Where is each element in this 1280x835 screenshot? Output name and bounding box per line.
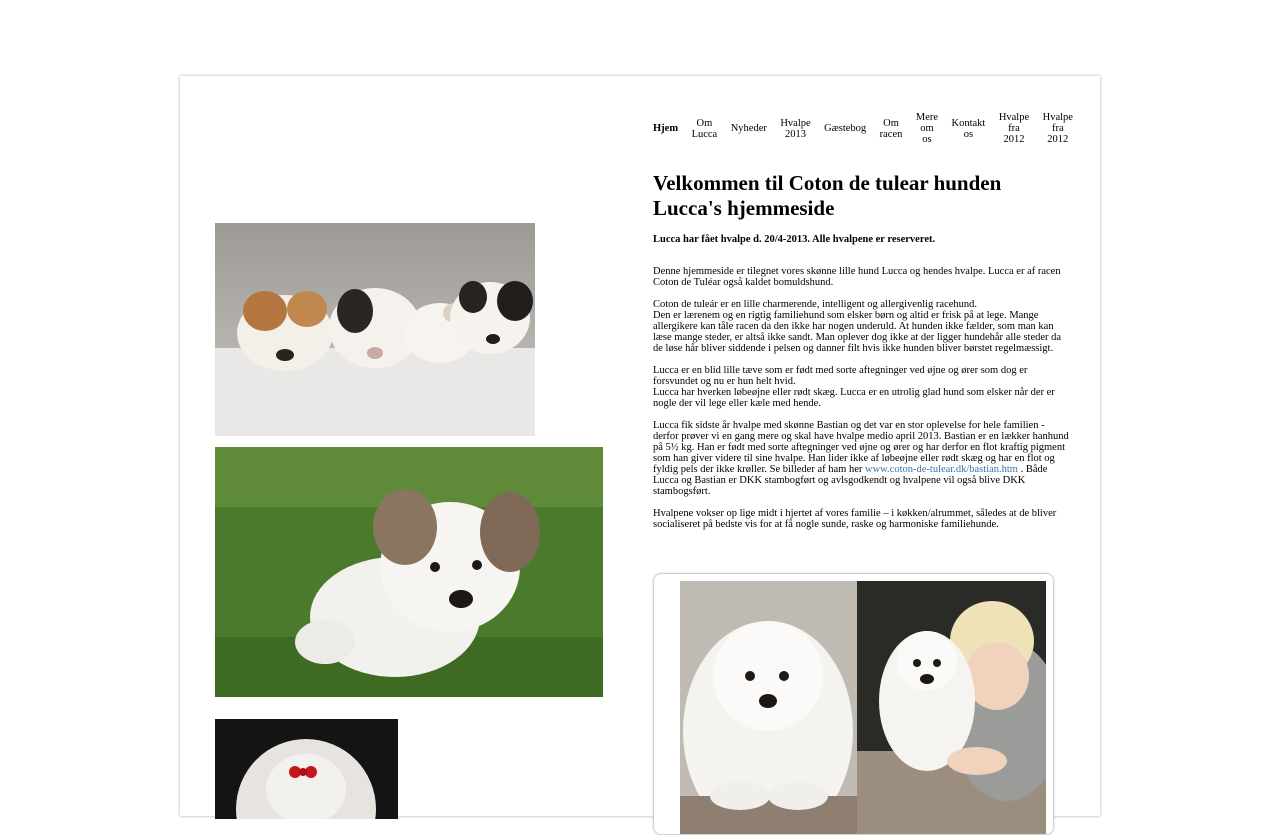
nav-label: os	[963, 128, 974, 140]
lucca-detail-text: Lucca har hverken løbeøjne eller rødt skæg. Lucca er en utrolig glad hund som elsker når der er nogle der vil lege eller kæle med hende.	[653, 387, 1055, 409]
page-container	[180, 76, 1100, 816]
family-paragraph: Hvalpene vokser op lige midt i hjertet af vores familie – i køkken/alrummet, således at de bliver socialiseret på bedste vis for at få nogle sunde, raske og harmoniske familiehunde.	[653, 508, 1057, 530]
lucca-red-bow-photo	[215, 719, 398, 819]
nav-label: Gæstebog	[824, 123, 867, 134]
lead-announcement: Lucca har fået hvalpe d. 20/4-2013. Alle hvalpene er reserveret.	[653, 234, 936, 245]
bastian-text: Lucca fik sidste år hvalpe med skønne Bastian og det var en stor oplevelse for hele familien - derfor prøver vi en gang mere og skal have hvalpe medio april 2013. Bastian er en lækker hanhund på 5½ kg. Han er født med sorte aftegninger ved øjne og ører og har derfor en flot kraftig pigment som han giver videre til sine hvalpe. Han lider ikke af løbeøjne eller rødt skæg og har en flot og fyldig pels der ikke krøller. Se billeder af ham her	[653, 420, 1069, 475]
nav-label: Om	[883, 117, 899, 129]
puppies-litter-photo	[215, 223, 535, 436]
nav-item-hvalpe-fra-2012[interactable]	[999, 112, 1029, 145]
bastian-text-after: . Både Lucca og Bastian er DKK stambogført og avlsgodkendt og hvalpene vil også blive DKK stambogsført.	[653, 464, 1048, 497]
nav-item-om-racen[interactable]	[880, 118, 903, 140]
nav-item-nyheder[interactable]	[731, 123, 767, 134]
breed-paragraph	[653, 299, 1069, 354]
nav-item-kontakt-os[interactable]	[952, 118, 986, 140]
nav-label: racen	[879, 128, 903, 140]
nav-item-mere-om-os[interactable]	[916, 112, 938, 145]
intro-paragraph: Denne hjemmeside er tilegnet vores skønne lille hund Lucca og hendes hvalpe. Lucca er af racen Coton de Tuléar også kaldet bomuldshund.	[653, 266, 1061, 288]
bastian-paragraph	[653, 420, 1069, 497]
white-dog-photo	[680, 581, 857, 835]
nav-label: om	[920, 123, 934, 134]
nav-label: Hvalpe	[998, 112, 1030, 123]
breed-intro-text: Coton de tuleár er en lille charmerende, intelligent og allergivenlig racehund.	[653, 299, 978, 310]
page-title: Velkommen til Coton de tulear hunden Lucca's hjemmeside	[653, 171, 1002, 220]
photo-frame	[653, 573, 1054, 835]
nav-label: Hvalpe	[780, 117, 811, 129]
nav-item-hvalpe-fra-2012-b[interactable]	[1043, 112, 1073, 145]
puppy-on-grass-photo	[215, 447, 603, 697]
main-content	[653, 171, 1069, 541]
nav-label: 2012	[1003, 134, 1025, 145]
child-with-dog-photo	[857, 581, 1046, 835]
lucca-paragraph	[653, 365, 1069, 409]
main-nav	[653, 112, 1073, 145]
nav-item-hjem[interactable]	[653, 123, 678, 134]
lucca-intro-text: Lucca er en blid lille tæve som er født med sorte aftegninger ved øjne og ører som dog er forsvundet og nu er hun helt hvid.	[653, 365, 1028, 387]
nav-label: 2013	[785, 128, 806, 140]
nav-label: 2012	[1047, 134, 1069, 145]
nav-item-hvalpe-2013[interactable]	[780, 118, 810, 140]
body-text	[653, 266, 1069, 530]
breed-detail-text: Den er lærenem og en rigtig familiehund som elsker børn og altid er frisk på at lege. Mange allergikere kan tåle racen da den ikke har nogen underuld. At hunden ikke fælder, som man kan læse mange steder, er altså ikke sandt. Man oplever dog ikke at der ligger hundehår alle steder da de løse hår bliver siddende i pelsen og danner filt hvis ikke hunden bliver børstet regelmæssigt.	[653, 310, 1062, 354]
nav-item-gaestebog[interactable]	[824, 123, 866, 134]
nav-label: fra	[1051, 123, 1064, 134]
nav-label: Om	[696, 117, 713, 129]
nav-label: fra	[1008, 123, 1020, 134]
nav-label: Hvalpe	[1042, 112, 1073, 123]
bastian-link[interactable]: www.coton-de-tulear.dk/bastian.htm	[864, 464, 1018, 475]
nav-label: Lucca	[691, 128, 718, 140]
nav-label: Kontakt	[951, 117, 986, 129]
nav-item-om-lucca[interactable]	[692, 118, 718, 140]
nav-label: os	[922, 134, 932, 145]
nav-label: Hjem	[653, 123, 679, 134]
nav-label: Nyheder	[730, 123, 767, 134]
nav-label: Mere	[915, 112, 939, 123]
